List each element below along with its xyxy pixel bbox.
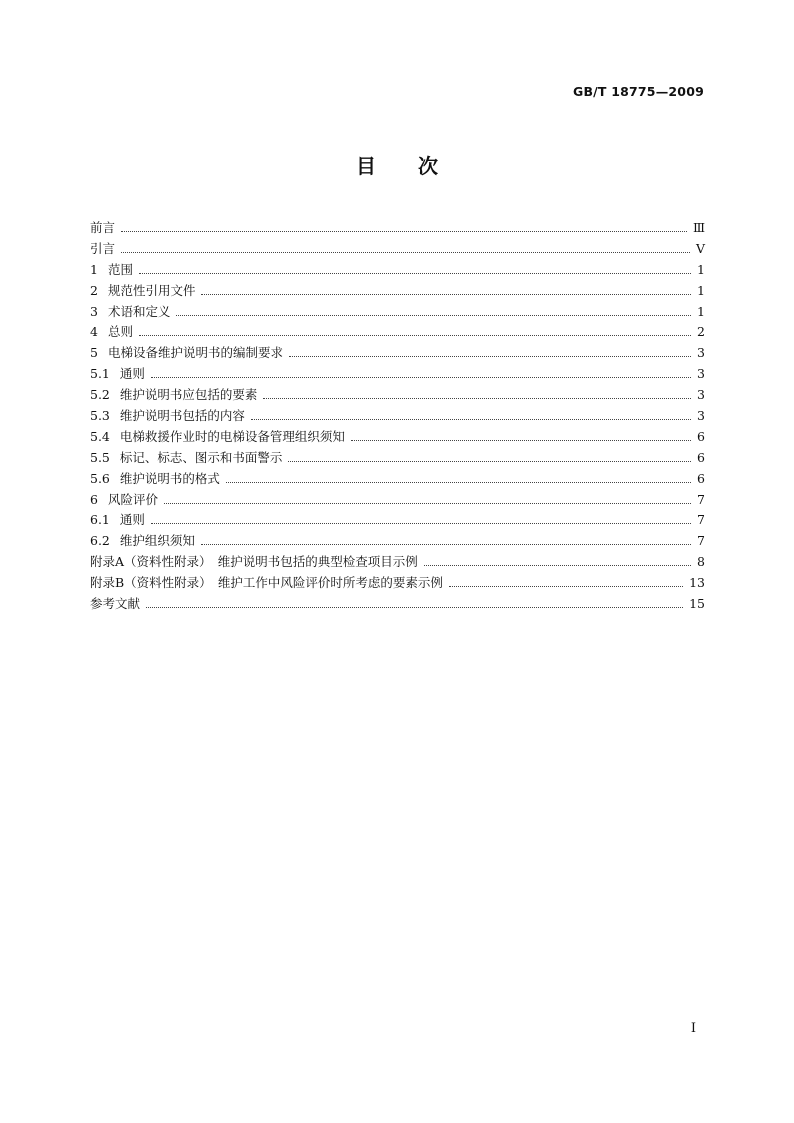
toc-entry-text: 规范性引用文件 — [107, 282, 196, 298]
toc-entry-label — [90, 302, 176, 323]
toc-entry-text: 引言 — [90, 240, 116, 256]
toc-leader-dots — [351, 440, 691, 441]
toc-entry-text: 总则 — [107, 324, 133, 340]
toc-leader-dots — [139, 335, 691, 336]
toc-entry-label — [90, 552, 424, 573]
toc-leader-dots — [151, 377, 691, 378]
toc-entry[interactable] — [90, 302, 705, 323]
toc-leader-dots — [449, 586, 683, 587]
page-title: 目次 — [356, 154, 480, 178]
toc-entry-page: 1 — [697, 261, 705, 277]
toc-entry-page: 3 — [697, 345, 705, 361]
toc-entry-number: 6.1 — [90, 512, 110, 528]
toc-entry-number: 5.6 — [90, 470, 110, 486]
table-of-contents — [90, 218, 705, 615]
toc-entry-number: 6 — [90, 491, 98, 507]
toc-entry-page: Ⅴ — [695, 240, 705, 256]
toc-entry-number: 5.4 — [90, 428, 110, 444]
toc-leader-dots — [289, 356, 691, 357]
toc-entry-text: 维护说明书包括的内容 — [119, 408, 245, 424]
toc-leader-dots — [226, 482, 691, 483]
toc-entry[interactable] — [90, 427, 705, 448]
toc-entry[interactable] — [90, 406, 705, 427]
toc-entry[interactable] — [90, 448, 705, 469]
toc-entry-page: 2 — [697, 324, 705, 340]
toc-entry-text: 参考文献 — [90, 596, 141, 612]
toc-entry[interactable] — [90, 594, 705, 615]
toc-entry-text: 附录B（资料性附录） 维护工作中风险评价时所考虑的要素示例 — [90, 575, 443, 591]
toc-entry-page: 1 — [697, 303, 705, 319]
toc-leader-dots — [121, 252, 690, 253]
toc-entry-label — [90, 573, 449, 594]
toc-entry-page: 6 — [697, 470, 705, 486]
toc-entry[interactable] — [90, 364, 705, 385]
toc-entry[interactable] — [90, 322, 705, 343]
toc-entry-label — [90, 490, 164, 511]
page-number: Ⅰ — [690, 1021, 696, 1036]
toc-entry-label — [90, 385, 263, 406]
toc-entry-label — [90, 427, 351, 448]
toc-leader-dots — [146, 607, 683, 608]
toc-entry-page: 1 — [697, 282, 705, 298]
toc-entry-text: 术语和定义 — [107, 303, 171, 319]
toc-entry[interactable] — [90, 490, 705, 511]
toc-entry-text: 附录A（资料性附录） 维护说明书包括的典型检查项目示例 — [90, 554, 418, 570]
toc-entry[interactable] — [90, 469, 705, 490]
toc-entry-text: 维护说明书应包括的要素 — [119, 387, 258, 403]
toc-entry-page: Ⅲ — [692, 220, 705, 235]
toc-entry-number: 3 — [90, 303, 98, 319]
toc-entry-text: 范围 — [107, 261, 133, 277]
toc-entry-page: 7 — [697, 512, 705, 528]
toc-entry-page: 3 — [697, 408, 705, 424]
toc-leader-dots — [139, 273, 691, 274]
toc-entry-label — [90, 469, 226, 490]
toc-entry-text: 标记、标志、图示和书面警示 — [119, 449, 283, 465]
toc-entry[interactable] — [90, 218, 705, 239]
toc-entry-label — [90, 406, 251, 427]
toc-entry-page: 8 — [697, 554, 705, 570]
toc-entry-label — [90, 531, 201, 552]
toc-entry-number: 1 — [90, 261, 98, 277]
toc-entry-text: 维护说明书的格式 — [119, 470, 220, 486]
toc-entry-page: 13 — [689, 575, 705, 591]
toc-entry-page: 7 — [697, 533, 705, 549]
toc-entry[interactable] — [90, 343, 705, 364]
toc-leader-dots — [251, 419, 691, 420]
toc-leader-dots — [176, 315, 691, 316]
toc-entry-label — [90, 510, 151, 531]
toc-entry-label — [90, 322, 139, 343]
toc-entry-text: 通则 — [119, 512, 145, 528]
toc-leader-dots — [121, 231, 687, 232]
toc-entry-text: 电梯救援作业时的电梯设备管理组织须知 — [119, 428, 345, 444]
toc-leader-dots — [288, 461, 691, 462]
toc-leader-dots — [263, 398, 691, 399]
toc-entry[interactable] — [90, 281, 705, 302]
toc-entry-text: 风险评价 — [107, 491, 158, 507]
toc-entry-text: 电梯设备维护说明书的编制要求 — [107, 345, 283, 361]
toc-entry[interactable] — [90, 552, 705, 573]
toc-entry-label — [90, 218, 121, 239]
toc-entry-label — [90, 260, 139, 281]
toc-entry-page: 6 — [697, 428, 705, 444]
toc-entry[interactable] — [90, 510, 705, 531]
toc-leader-dots — [164, 503, 691, 504]
toc-entry-number: 5.2 — [90, 387, 110, 403]
toc-entry-number: 4 — [90, 324, 98, 340]
toc-entry-page: 7 — [697, 491, 705, 507]
toc-leader-dots — [201, 294, 691, 295]
toc-entry-text: 维护组织须知 — [119, 533, 195, 549]
toc-entry-page: 6 — [697, 449, 705, 465]
toc-leader-dots — [424, 565, 691, 566]
toc-entry-text: 通则 — [119, 366, 145, 382]
toc-entry-number: 2 — [90, 282, 98, 298]
toc-leader-dots — [151, 523, 691, 524]
toc-entry-number: 5.5 — [90, 449, 110, 465]
toc-entry-label — [90, 281, 201, 302]
toc-entry-text: 前言 — [90, 220, 116, 235]
toc-entry-page: 15 — [689, 596, 705, 612]
toc-entry-page: 3 — [697, 366, 705, 382]
toc-entry-number: 6.2 — [90, 533, 110, 549]
toc-entry-label — [90, 594, 146, 615]
toc-entry-number: 5.1 — [90, 366, 110, 382]
standard-code: GB/T 18775—2009 — [572, 84, 704, 99]
toc-entry-label — [90, 364, 151, 385]
toc-entry[interactable] — [90, 531, 705, 552]
toc-entry-number: 5 — [90, 345, 98, 361]
toc-leader-dots — [201, 544, 691, 545]
toc-entry-label — [90, 448, 288, 469]
toc-entry-number: 5.3 — [90, 408, 110, 424]
toc-entry-label — [90, 239, 121, 260]
toc-entry[interactable] — [90, 573, 705, 594]
toc-entry[interactable] — [90, 260, 705, 281]
toc-entry[interactable] — [90, 239, 705, 260]
toc-entry-label — [90, 343, 289, 364]
toc-entry[interactable] — [90, 385, 705, 406]
toc-entry-page: 3 — [697, 387, 705, 403]
